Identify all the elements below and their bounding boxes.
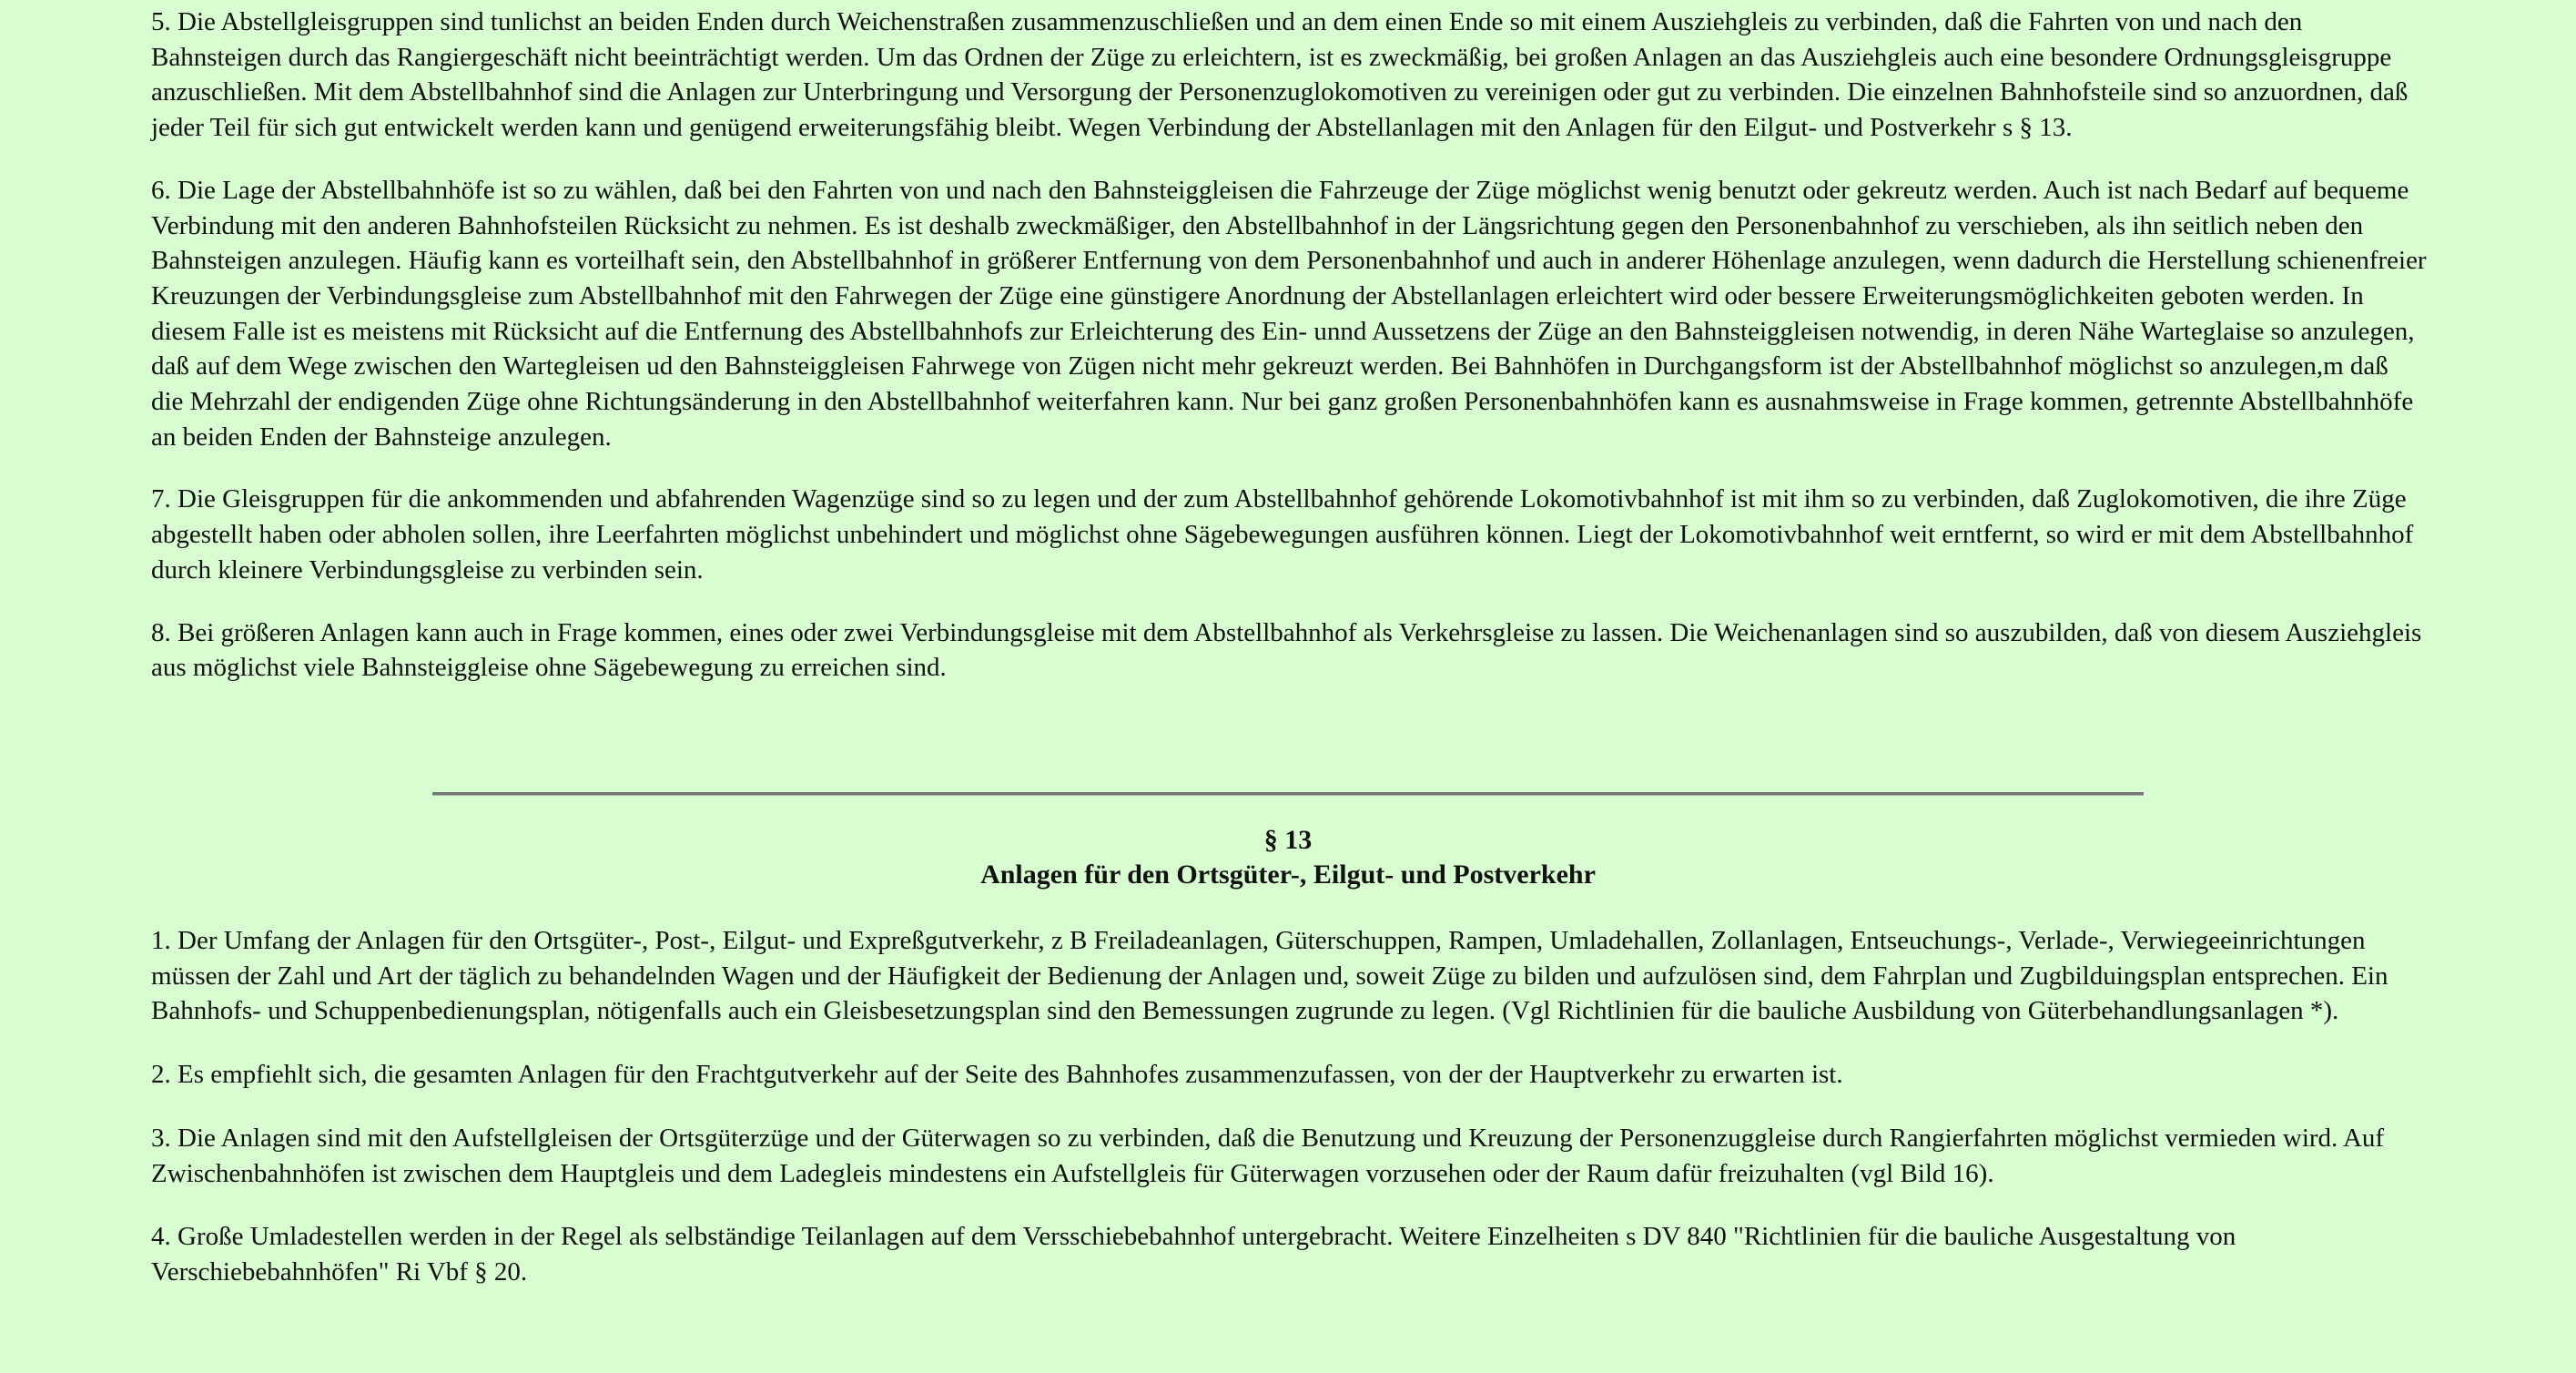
paragraph-1: 1. Der Umfang der Anlagen für den Ortsgüter-, Post-, Eilgut- und Expreßgutverkehr, z B Freiladeanlagen, Güterschuppen, Rampen, Umladehallen, Zollanlagen, Entseuchungs-, Verlade-, Verwiegeeinrichtungen müssen der Zahl und Art der täglich zu behandelnden Wagen und der Häufigkeit der Bedienung der Anlagen und, soweit Züge zu bilden und aufzulösen sind, dem Fahrplan und Zugbilduingsplan entsprechen. Ein Bahnhofs- und Schuppenbedienungsplan, nötigenfalls auch ein Gleisbesetzungsplan sind den Bemessungen zugrunde zu legen. (Vgl Richtlinien für die bauliche Ausbildung von Güterbehandlungsanlagen *). xyxy=(151,926,2388,1026)
section-12-content xyxy=(151,0,2427,686)
paragraph-4: 4. Große Umladestellen werden in der Regel als selbständige Teilanlagen auf dem Versschiebebahnhof untergebracht. Weitere Einzelheiten s DV 840 "Richtlinien für die bauliche Ausgestaltung von Verschiebebahnhöfen" Ri Vbf § 20. xyxy=(151,1222,2236,1287)
paragraph-3: 3. Die Anlagen sind mit den Aufstellgleisen der Ortsgüterzüge und der Güterwagen so zu verbinden, daß die Benutzung und Kreuzung der Personenzuggleise durch Rangierfahrten möglichst vermieden wird. Auf Zwischenbahnhöfen ist zwischen dem Hauptgleis und dem Ladegleis mindestens ein Aufstellgleis für Güterwagen vorzusehen oder der Raum dafür freizuhalten (vgl Bild 16). xyxy=(151,1123,2385,1188)
paragraph-2: 2. Es empfiehlt sich, die gesamten Anlagen für den Frachtgutverkehr auf der Seite des Bahnhofes zusammenzufassen, von der der Hauptverkehr zu erwarten ist. xyxy=(151,1060,1843,1090)
section-number: § 13 xyxy=(1263,825,1313,855)
paragraph-8: 8. Bei größeren Anlagen kann auch in Frage kommen, eines oder zwei Verbindungsgleise mit dem Abstellbahnhof als Verkehrsgleise zu lassen. Die Weichenanlagen sind so auszubilden, daß von diesem Ausziehgleis aus möglichst viele Bahnsteiggleise ohne Sägebewegung zu erreichen sind. xyxy=(151,617,2422,683)
paragraph-5: 5. Die Abstellgleisgruppen sind tunlichst an beiden Enden durch Weichenstraßen zusammenzuschließen und an dem einen Ende so mit einem Ausziehgleis zu verbinden, daß die Fahrten von und nach den Bahnsteigen durch das Rangiergeschäft nicht beeinträchtigt werden. Um das Ordnen der Züge zu erleichtern, ist es zweckmäßig, bei großen Anlagen an das Ausziehgleis auch eine besondere Ordnungsgleisgruppe anzuschließen. Mit dem Abstellbahnhof sind die Anlagen zur Unterbringung und Versorgung der Personenzuglokomotiven zu vereinigen oder gut zu verbinden. Die einzelnen Bahnhofsteile sind so anzuordnen, daß jeder Teil für sich gut entwickelt werden kann und genügend erweiterungsfähig bleibt. Wegen Verbindung der Abstellanlagen mit den Anlagen für den Eilgut- und Postverkehr s § 13. xyxy=(151,7,2409,143)
paragraph-7: 7. Die Gleisgruppen für die ankommenden und abfahrenden Wagenzüge sind so zu legen und der zum Abstellbahnhof gehörende Lokomotivbahnhof ist mit ihm so zu verbinden, daß Zuglokomotiven, die ihre Züge abgestellt haben oder abholen sollen, ihre Leerfahrten möglichst unbehindert und möglichst ohne Sägebewegungen ausführen können. Liegt der Lokomotivbahnhof weit erntfernt, so wird er mit dem Abstellbahnhof durch kleinere Verbindungsgleise zu verbinden sein. xyxy=(151,484,2414,585)
section-title: Anlagen für den Ortsgüter-, Eilgut- und Postverkehr xyxy=(980,859,1596,890)
section-13-content xyxy=(151,923,2427,1290)
paragraph-6: 6. Die Lage der Abstellbahnhöfe ist so zu wählen, daß bei den Fahrten von und nach den Bahnsteiggleisen die Fahrzeuge der Züge möglichst wenig benutzt oder gekreutz werden. Auch ist nach Bedarf auf bequeme Verbindung mit den anderen Bahnhofsteilen Rücksicht zu nehmen. Es ist deshalb zweckmäßiger, den Abstellbahnhof in der Längsrichtung gegen den Personenbahnhof zu verschieben, als ihn seitlich neben den Bahnsteigen anzulegen. Häufig kann es vorteilhaft sein, den Abstellbahnhof in größerer Entfernung von dem Personenbahnhof und auch in anderer Höhenlage anzulegen, wenn dadurch die Herstellung schienenfreier Kreuzungen der Verbindungsgleise zum Abstellbahnhof mit den Fahrwegen der Züge eine günstigere Anordnung der Abstellanlagen erleichtert wird oder bessere Erweiterungsmöglichkeiten geboten werden. In diesem Falle ist es meistens mit Rücksicht auf die Entfernung des Abstellbahnhofs zur Erleichterung des Ein- unnd Aussetzens der Züge an den Bahnsteiggleisen notwendig, in deren Nähe Warteglaise so anzulegen, daß auf dem Wege zwischen den Wartegleisen ud den Bahnsteiggleisen Fahrwege von Zügen nicht mehr gekreuzt werden. Bei Bahnhöfen in Durchgangsform ist der Abstellbahnhof möglichst so anzulegen,m daß die Mehrzahl der endigenden Züge ohne Richtungsänderung in den Abstellbahnhof weiterfahren kann. Nur bei ganz großen Personenbahnhöfen kann es ausnahmsweise in Frage kommen, getrennte Abstellbahnhöfe an beiden Enden der Bahnsteige anzulegen. xyxy=(151,175,2427,452)
section-divider xyxy=(432,792,2144,796)
